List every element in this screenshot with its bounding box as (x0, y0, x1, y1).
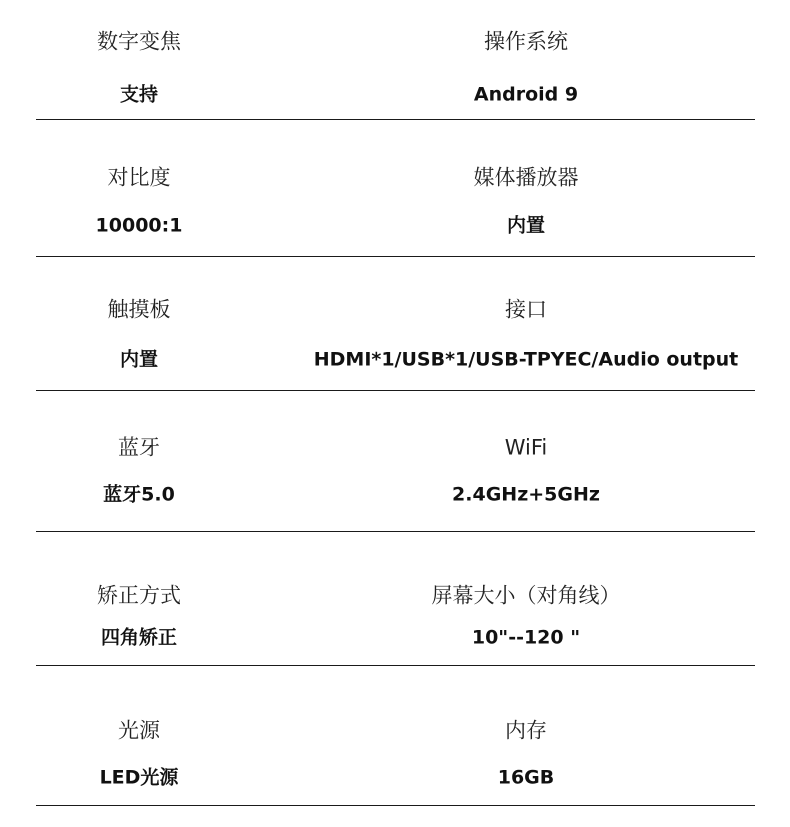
spec-label: 对比度 (107, 165, 171, 190)
spec-label: 媒体播放器 (473, 165, 579, 190)
spec-value: 2.4GHz+5GHz (452, 483, 600, 506)
spec-label: 光源 (118, 718, 160, 743)
spec-value: 四角矫正 (100, 626, 178, 649)
spec-value: 10"--120 " (471, 626, 581, 649)
spec-value: 内置 (119, 348, 159, 371)
spec-value: 16GB (497, 766, 555, 789)
spec-label: 内存 (505, 718, 547, 743)
spec-label: 数字变焦 (97, 29, 181, 54)
spec-label: 蓝牙 (118, 435, 160, 460)
spec-value: 支持 (119, 83, 159, 106)
spec-label: 触摸板 (107, 297, 171, 322)
row-divider (36, 119, 755, 120)
spec-label: 操作系统 (484, 29, 568, 54)
spec-value: 10000:1 (95, 214, 183, 237)
spec-value: HDMI*1/USB*1/USB-TPYEC/Audio output (313, 348, 739, 371)
spec-value: 蓝牙5.0 (103, 483, 175, 506)
row-divider (36, 390, 755, 391)
spec-label: WiFi (504, 435, 548, 460)
row-divider (36, 531, 755, 532)
row-divider (36, 665, 755, 666)
spec-value: LED光源 (99, 766, 179, 789)
spec-label: 接口 (505, 297, 547, 322)
spec-label: 矫正方式 (97, 583, 181, 608)
spec-label: 屏幕大小（对角线） (431, 583, 621, 608)
spec-value: 内置 (506, 214, 546, 237)
row-divider (36, 256, 755, 257)
spec-value: Android 9 (473, 83, 579, 106)
row-divider (36, 805, 755, 806)
